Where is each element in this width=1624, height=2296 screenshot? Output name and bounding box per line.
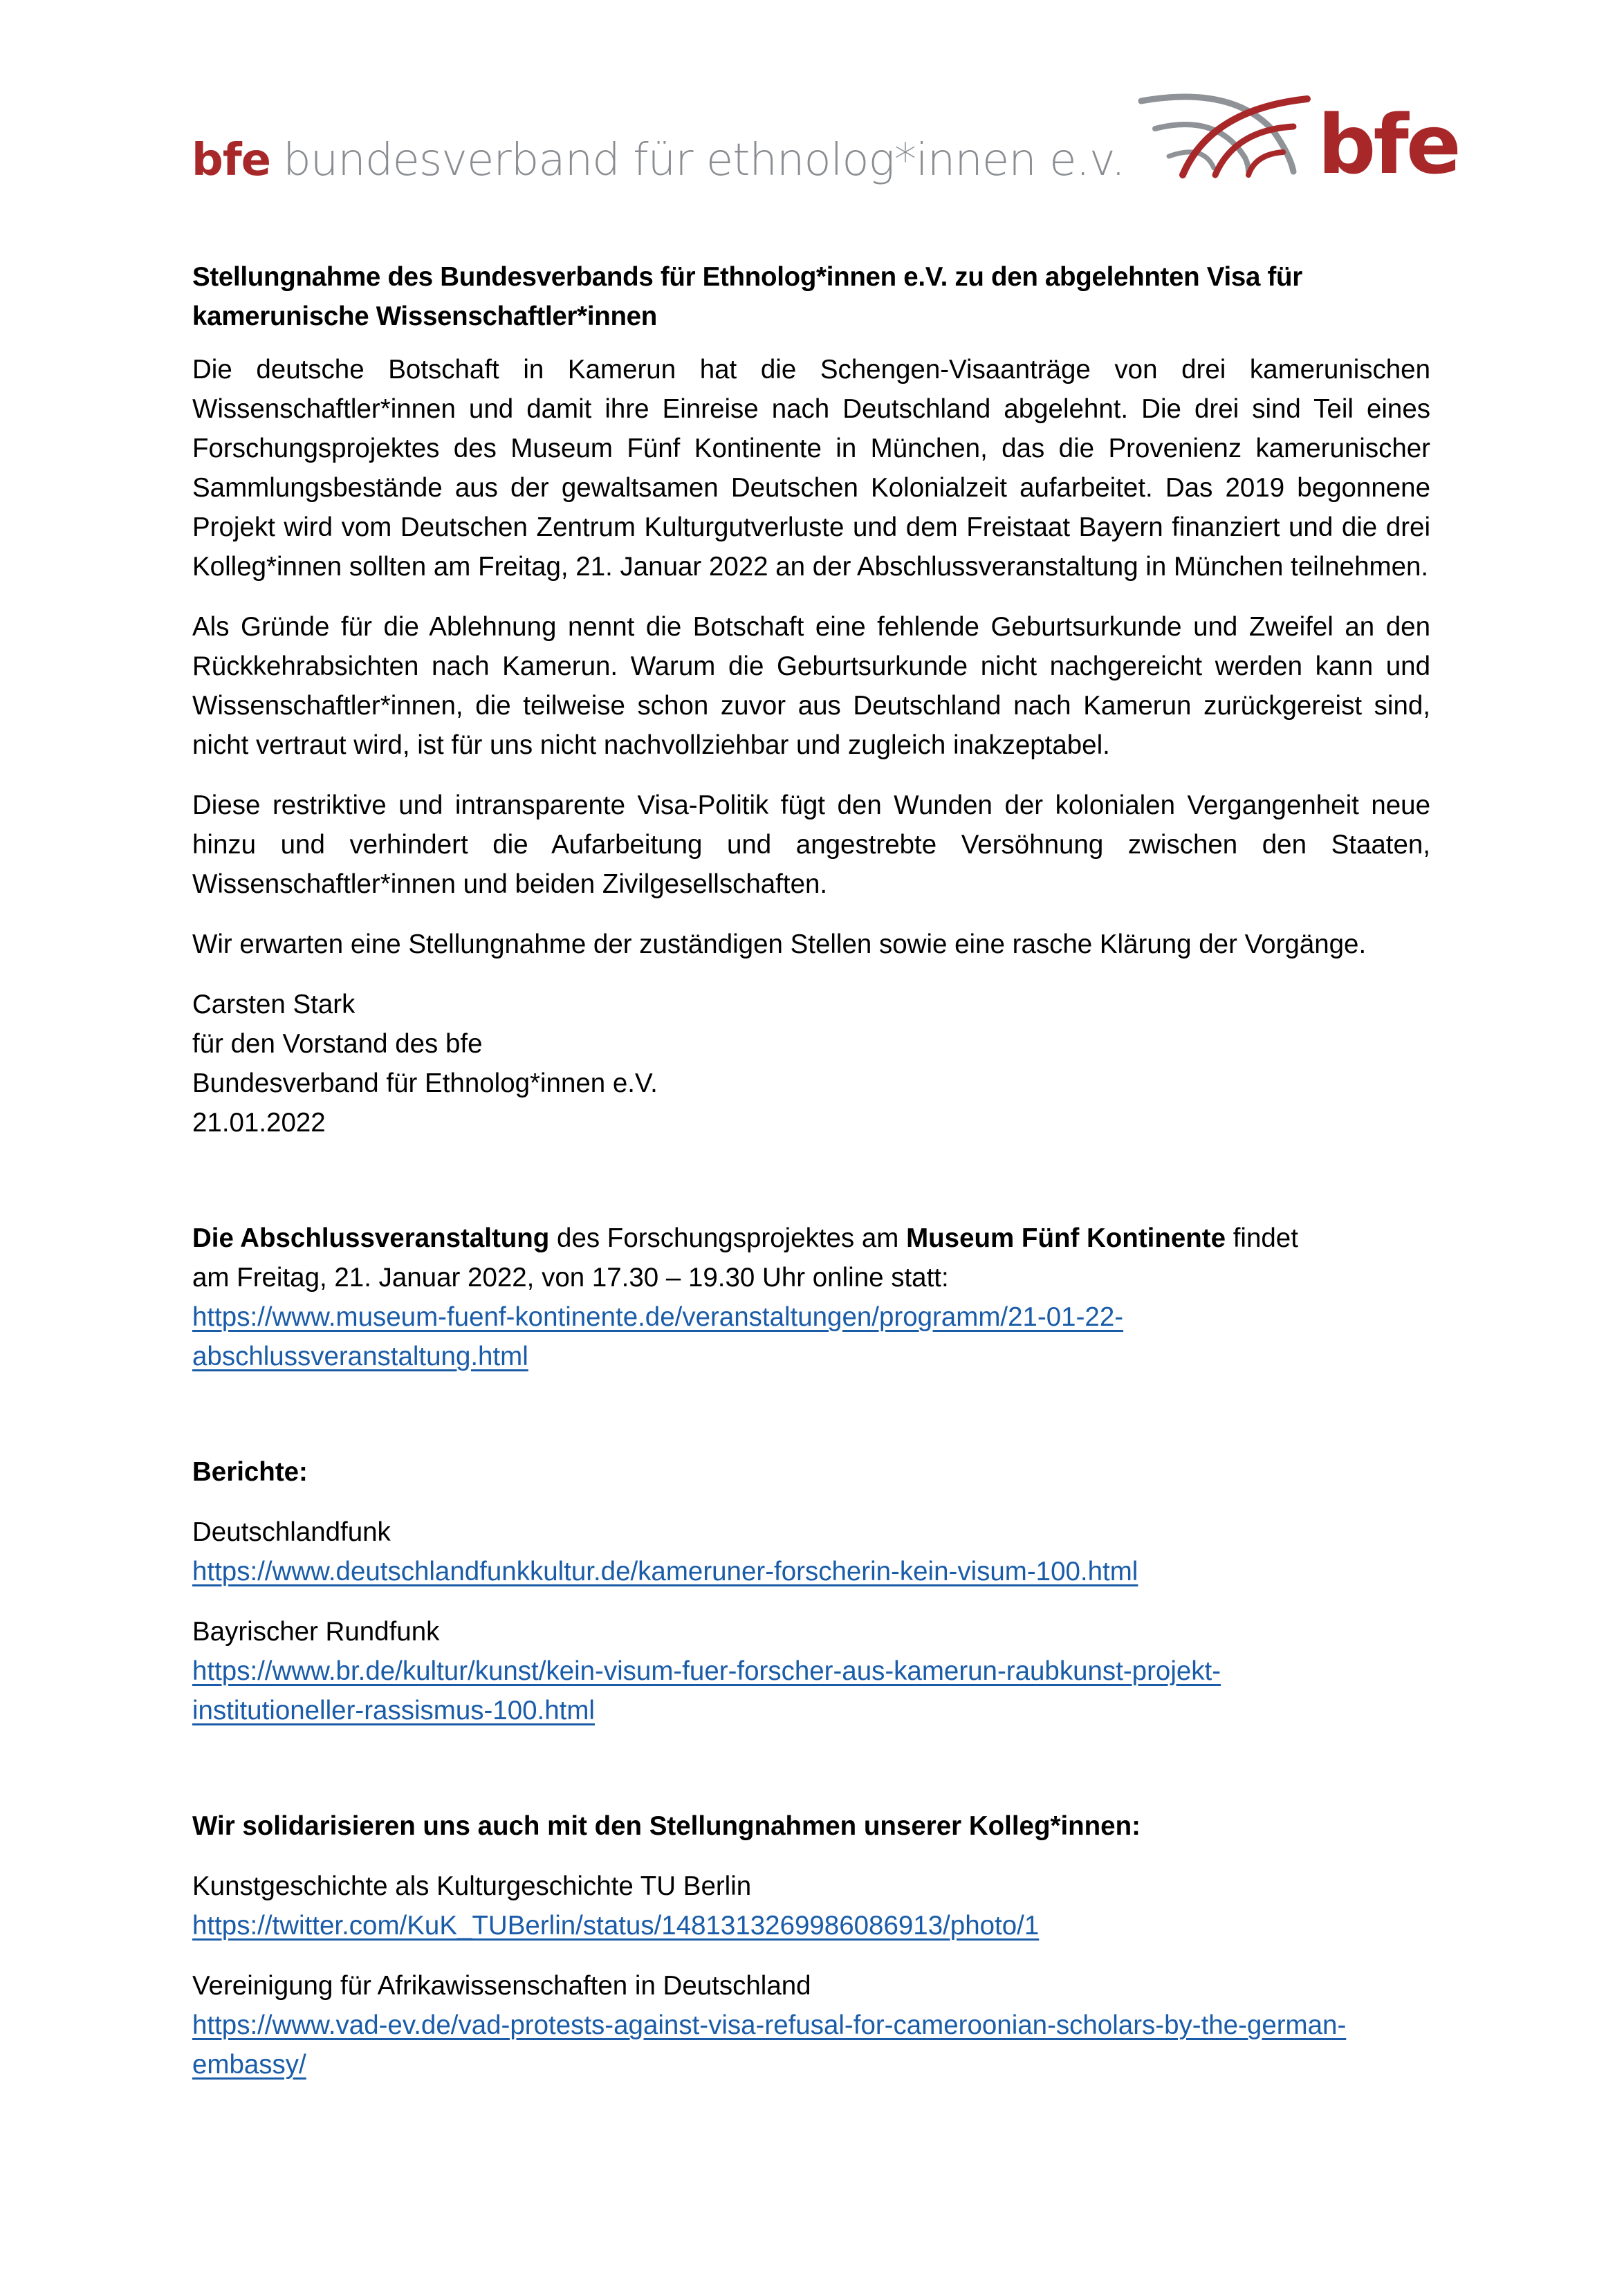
solidarity-item xyxy=(192,1867,1430,1945)
event-info xyxy=(192,1219,1430,1376)
signature-name: Carsten Stark xyxy=(192,990,356,1019)
report-source: Deutschlandfunk xyxy=(192,1517,391,1547)
header-wordmark xyxy=(192,135,1125,186)
paragraph-4: Wir erwarten eine Stellungnahme der zuständigen Stellen sowie eine rasche Klärung der Vorgänge. xyxy=(192,929,1367,959)
solidarity-link[interactable]: https://twitter.com/KuK_TUBerlin/status/1481313269986086913/photo/1 xyxy=(192,1911,1040,1941)
event-text-1: des Forschungsprojektes am xyxy=(549,1223,907,1253)
solidarity-link[interactable]: https://www.vad-ev.de/vad-protests-against-visa-refusal-for-cameroonian-scholars-by-the-german-embassy/ xyxy=(192,2010,1347,2080)
document-body xyxy=(192,257,1430,2084)
signature-org: Bundesverband für Ethnolog*innen e.V. xyxy=(192,1068,658,1098)
report-item xyxy=(192,1612,1340,1730)
signature-date: 21.01.2022 xyxy=(192,1108,326,1138)
signature-role: für den Vorstand des bfe xyxy=(192,1029,483,1059)
event-bold-1: Die Abschlussveranstaltung xyxy=(192,1223,550,1253)
header-brand-long: bundesverband für ethnolog*innen e.v. xyxy=(283,135,1125,186)
solidarity-source: Vereinigung für Afrikawissenschaften in Deutschland xyxy=(192,1971,811,2001)
logo-arc-red-3 xyxy=(1248,152,1283,175)
paragraph-3: Diese restriktive und intransparente Visa-Politik fügt den Wunden der kolonialen Vergangenheit neue hinzu und verhindert die Aufarbeitung und angestrebte Versöhnung zwischen den Staaten, Wissenschaftler*innen und beiden Zivilgesellschaften. xyxy=(192,790,1430,899)
event-bold-2: Museum Fünf Kontinente xyxy=(906,1223,1226,1253)
document-title: Stellungnahme des Bundesverbands für Ethnolog*innen e.V. zu den abgelehnten Visa für kamerunische Wissenschaftler*innen xyxy=(192,262,1302,331)
solidarity-source: Kunstgeschichte als Kulturgeschichte TU Berlin xyxy=(192,1871,752,1901)
solidarity-heading: Wir solidarisieren uns auch mit den Stellungnahmen unserer Kolleg*innen: xyxy=(192,1811,1141,1841)
report-source: Bayrischer Rundfunk xyxy=(192,1617,440,1647)
signature-block xyxy=(192,985,1430,1142)
paragraph-2: Als Gründe für die Ablehnung nennt die Botschaft eine fehlende Geburtsurkunde und Zweifel an den Rückkehrabsichten nach Kamerun. Warum die Geburtsurkunde nicht nachgereicht werden kann und Wissenschaftler*innen, die teilweise schon zuvor aus Deutschland nach Kamerun zurückgereist sind, nicht vertraut wird, ist für uns nicht nachvollziehbar und zugleich inakzeptabel. xyxy=(192,612,1430,760)
logo-text: bfe xyxy=(1318,97,1459,192)
reports-section xyxy=(192,1452,1430,1730)
report-item xyxy=(192,1512,1430,1591)
header-brand-short: bfe xyxy=(192,135,271,186)
event-text xyxy=(192,1219,1313,1297)
report-link[interactable]: https://www.deutschlandfunkkultur.de/kameruner-forscherin-kein-visum-100.html xyxy=(192,1557,1138,1586)
report-link[interactable]: https://www.br.de/kultur/kunst/kein-visum-fuer-forscher-aus-kamerun-raubkunst-projekt-institutioneller-rassismus-100.html xyxy=(192,1656,1221,1725)
solidarity-item xyxy=(192,1966,1437,2084)
reports-heading: Berichte: xyxy=(192,1457,308,1487)
paragraph-1: Die deutsche Botschaft in Kamerun hat die Schengen-Visaanträge von drei kamerunischen Wissenschaftler*innen und damit ihre Einreise nach Deutschland abgelehnt. Die drei sind Teil eines Forschungsprojektes des Museum Fünf Kontinente in München, das die Provenienz kamerunischer Sammlungsbestände aus der gewaltsamen Deutschen Kolonialzeit aufarbeitet. Das 2019 begonnene Projekt wird vom Deutschen Zentrum Kulturgutverluste und dem Freistaat Bayern finanziert und die drei Kolleg*innen sollten am Freitag, 21. Januar 2022 an der Abschlussveranstaltung in München teilnehmen. xyxy=(192,355,1430,582)
event-text-2: findet am Freitag, 21. Januar 2022, von 17.30 – 19.30 Uhr online statt: xyxy=(192,1223,1298,1293)
solidarity-section xyxy=(192,1806,1430,2084)
event-link[interactable]: https://www.museum-fuenf-kontinente.de/veranstaltungen/programm/21-01-22-abschlussveranstaltung.html xyxy=(192,1302,1124,1371)
